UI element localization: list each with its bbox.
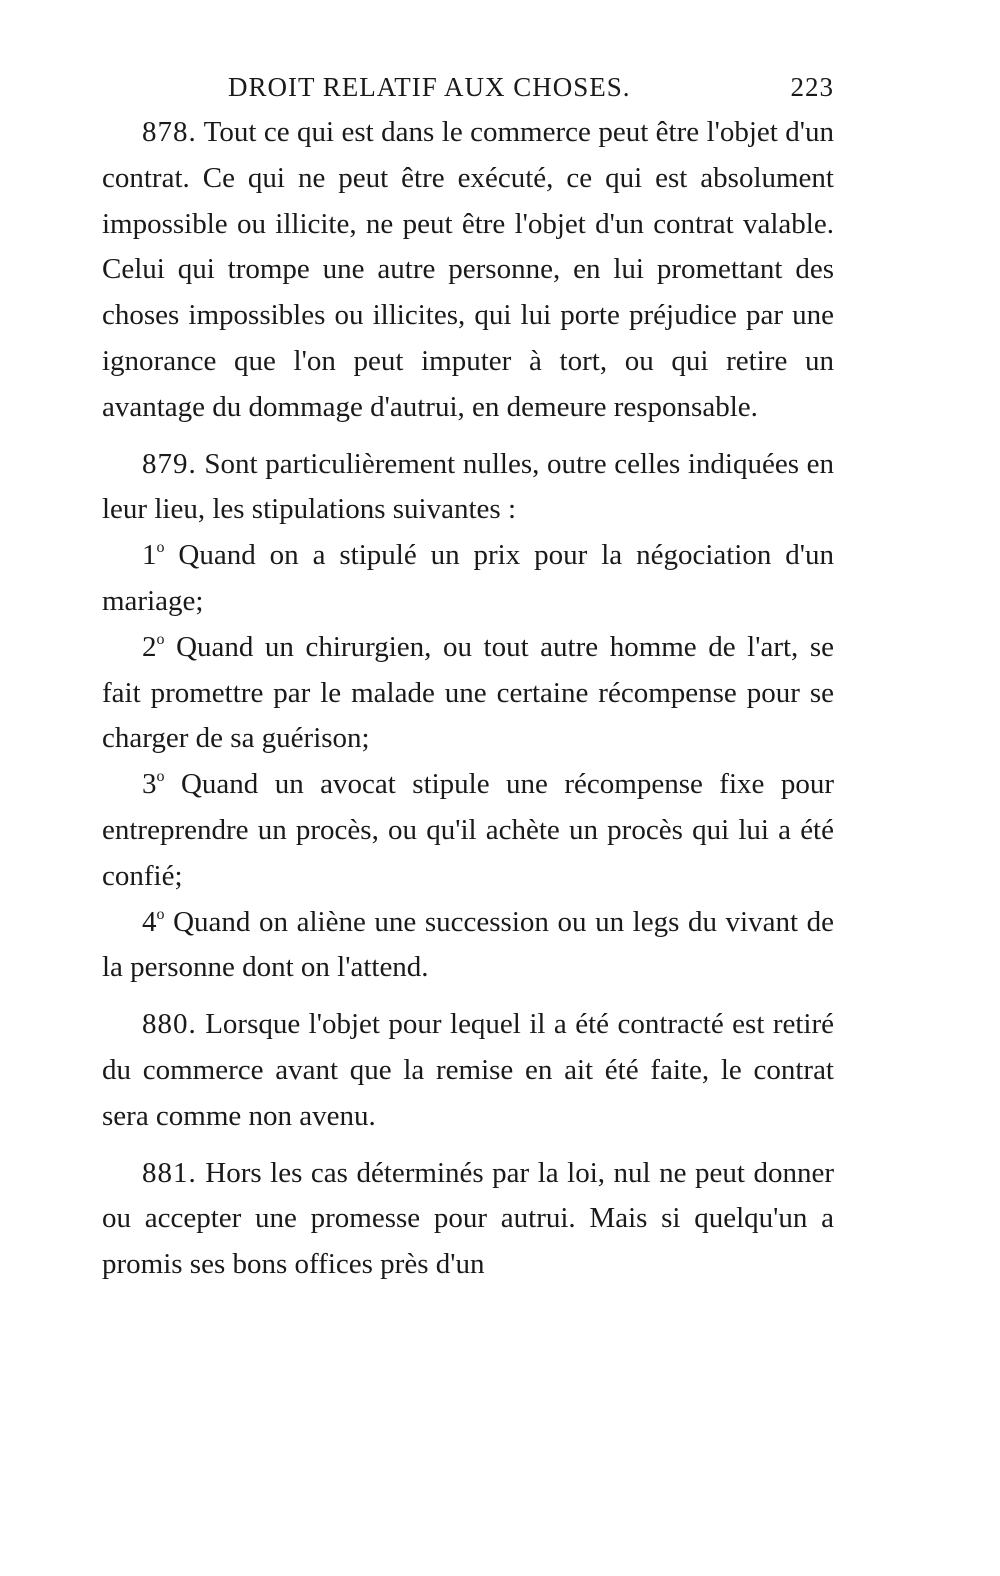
article-number: 881. — [142, 1156, 197, 1189]
item-number: 1 — [142, 539, 157, 572]
page-body — [102, 62, 834, 1288]
degree-mark: o — [156, 905, 165, 923]
list-item — [102, 762, 834, 899]
article-number: 879. — [142, 447, 197, 480]
item-number: 4 — [142, 905, 157, 938]
item-text: Quand on a stipulé un prix pour la négociation d'un mariage; — [102, 539, 835, 617]
article-text: Hors les cas déterminés par la loi, nul ne peut donner ou accepter une promesse pour autrui. Mais si quelqu'un a promis ses bons offices près d'un — [102, 1156, 834, 1281]
article-text: Sont particulièrement nulles, outre celles indiquées en leur lieu, les stipulations suivantes : — [102, 447, 835, 526]
running-head — [102, 62, 834, 110]
item-number: 2 — [142, 630, 157, 663]
item-text: Quand on aliène une succession ou un legs du vivant de la personne dont on l'attend. — [102, 905, 835, 984]
list-item — [102, 625, 834, 762]
article-880 — [102, 1002, 834, 1139]
item-text: Quand un chirurgien, ou tout autre homme de l'art, se fait promettre par le malade une certaine récompense pour se charger de sa guérison; — [102, 630, 834, 755]
page-number: 223 — [790, 72, 834, 102]
article-879 — [102, 442, 834, 992]
article-number: 878. — [142, 116, 197, 148]
article-878 — [102, 110, 834, 431]
article-881 — [102, 1151, 834, 1288]
list-item — [102, 900, 834, 992]
article-878-paragraph — [102, 110, 834, 431]
degree-mark: o — [156, 768, 165, 786]
article-881-paragraph — [102, 1151, 834, 1288]
article-text: Tout ce qui est dans le commerce peut être l'objet d'un contrat. Ce qui ne peut être exécuté, ce qui est absolument impossible ou illicite, ne peut être l'objet d'un contrat valable. Celui qui trompe une autre personne, en lui promettant des choses impossibles ou illicites, qui lui porte préjudice par une ignorance que l'on peut imputer à tort, ou qui retire un avantage du dommage d'autrui, en demeure responsable. — [102, 116, 835, 423]
article-text: Lorsque l'objet pour lequel il a été contracté est retiré du commerce avant que la remise en ait été faite, le contrat sera comme non avenu. — [102, 1008, 834, 1132]
running-title: DROIT RELATIF AUX CHOSES. — [228, 72, 631, 102]
degree-mark: o — [156, 539, 165, 557]
article-number: 880. — [142, 1008, 197, 1041]
item-text: Quand un avocat stipule une récompense fixe pour entreprendre un procès, ou qu'il achète un procès qui lui a été confié; — [102, 768, 834, 892]
item-number: 3 — [142, 768, 157, 801]
article-880-paragraph — [102, 1002, 834, 1139]
degree-mark: o — [156, 630, 165, 648]
list-item — [102, 533, 834, 625]
article-879-paragraph — [102, 442, 834, 534]
